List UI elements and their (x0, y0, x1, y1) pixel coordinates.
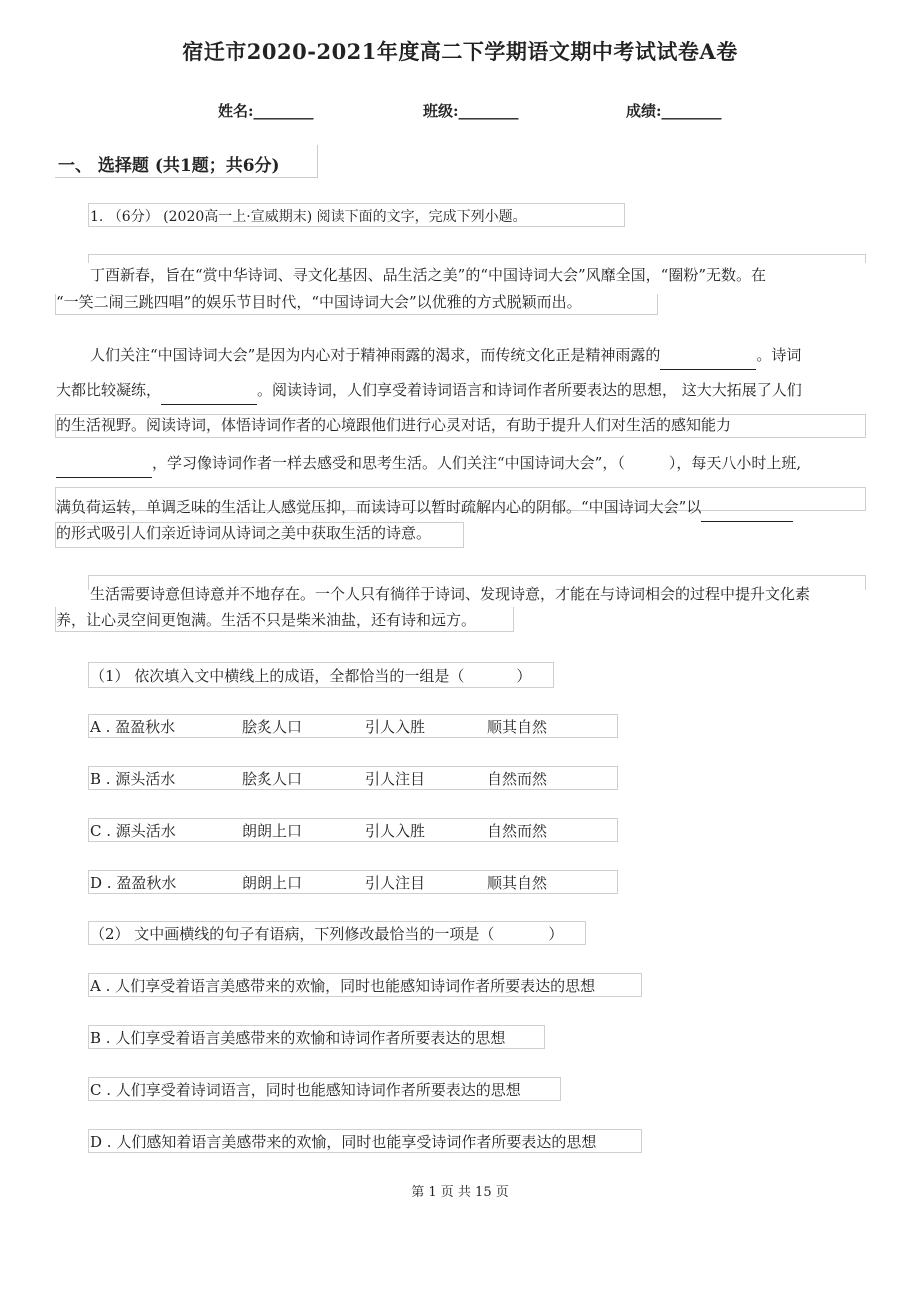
sub2-option-c[interactable]: C . 人们享受着诗词语言，同时也能感知诗词作者所要表达的思想 (90, 1081, 521, 1099)
option-label: C . 源头活水 (90, 822, 176, 840)
option-idiom-3: 引人入胜 (365, 718, 426, 736)
passage-p2-line1-text-b: 。诗词 (756, 346, 802, 364)
sub1-option-b[interactable] (90, 768, 610, 790)
sub2-option-b[interactable]: B . 人们享受着语言美感带来的欢愉和诗词作者所要表达的思想 (90, 1029, 506, 1047)
passage-p2-line4-text-b: ），每天八小时上班, (668, 454, 802, 472)
passage-p1-line1: 丁酉新春，旨在“赏中华诗词、寻文化基因、品生活之美”的“中国诗词大会”风靡全国，“圈粉”无数。在 (90, 266, 767, 284)
option-label: B . 源头活水 (90, 770, 176, 788)
sub1-option-a[interactable] (90, 716, 610, 738)
passage-p2-line6: 的形式吸引人们亲近诗词从诗词之美中获取生活的诗意。 (56, 524, 432, 542)
passage-p3-line2: 养，让心灵空间更饱满。生活不只是柴米油盐，还有诗和远方。 (56, 611, 477, 629)
passage-p3-line1: 生活需要诗意但诗意并不地存在。一个人只有徜徉于诗词、发现诗意，才能在与诗词相会的过程中提升文化素 (90, 585, 811, 603)
passage-p2-line2-text-a: 大都比较凝练， (56, 381, 162, 399)
fill-blank-1[interactable] (660, 342, 756, 370)
passage-p2-line5 (56, 494, 793, 522)
section-heading: 一、 选择题 (共1题；共6分) (58, 156, 280, 176)
passage-p1-line2: “一笑二闹三跳四唱”的娱乐节目时代，“中国诗词大会”以优雅的方式脱颖而出。 (56, 293, 582, 311)
passage-p2-line5-text: 满负荷运转，单调乏味的生活让人感觉压抑，而读诗可以暂时疏解内心的阴郁。“中国诗词大会”以 (56, 498, 702, 516)
option-idiom-2: 脍炙人口 (242, 770, 303, 788)
option-label: A . 盈盈秋水 (90, 718, 176, 736)
option-idiom-3: 引人入胜 (365, 822, 426, 840)
option-idiom-2: 朗朗上口 (242, 874, 303, 892)
sub1-option-c[interactable] (90, 820, 610, 842)
fill-blank-3[interactable] (56, 450, 152, 478)
passage-p2-line3: 的生活视野。阅读诗词，体悟诗词作者的心境跟他们进行心灵对话，有助于提升人们对生活的感知能力 (56, 416, 732, 434)
option-idiom-2: 朗朗上口 (242, 822, 303, 840)
class-field-label: 班级:________ (423, 102, 519, 120)
passage-p2-line4-text-a: ，学习像诗词作者一样去感受和思考生活。人们关注“中国诗词大会”，（ (152, 454, 625, 472)
sub-question-1-stem-close: ） (516, 667, 532, 685)
sub2-option-a[interactable]: A . 人们享受着语言美感带来的欢愉，同时也能感知诗词作者所要表达的思想 (90, 977, 596, 995)
name-field-label: 姓名:________ (218, 102, 314, 120)
question-stem: 1. （6分） (2020高一上·宣威期末) 阅读下面的文字，完成下列小题。 (90, 209, 527, 225)
option-idiom-4: 自然而然 (487, 770, 548, 788)
option-idiom-2: 脍炙人口 (242, 718, 303, 736)
option-label: D . 盈盈秋水 (90, 874, 177, 892)
sub-question-2-stem (90, 923, 563, 944)
sub-question-1-stem (90, 665, 531, 686)
score-field-label: 成绩:________ (626, 102, 722, 120)
option-idiom-3: 引人注目 (365, 770, 426, 788)
passage-p2-line2 (56, 377, 802, 405)
sub1-option-d[interactable] (90, 872, 610, 894)
sub-question-2-stem-close: ） (548, 925, 564, 943)
fill-blank-2[interactable] (161, 377, 257, 405)
option-idiom-4: 自然而然 (487, 822, 548, 840)
passage-p2-line1-text-a: 人们关注“中国诗词大会”是因为内心对于精神雨露的渴求，而传统文化正是精神雨露的 (90, 346, 661, 364)
option-idiom-4: 顺其自然 (487, 874, 548, 892)
sub2-option-d[interactable]: D . 人们感知着语言美感带来的欢愉，同时也能享受诗词作者所要表达的思想 (90, 1133, 597, 1151)
passage-p2-line2-text-b: 。阅读诗词，人们享受着诗词语言和诗词作者所要表达的思想， 这大大拓展了人们 (257, 381, 802, 399)
fill-blank-4[interactable] (701, 494, 793, 522)
page-title: 宿迁市2020-2021年度高二下学期语文期中考试试卷A卷 (182, 39, 738, 64)
sub-question-1-stem-text: （1） 依次填入文中横线上的成语，全都恰当的一组是（ (90, 667, 465, 685)
option-idiom-3: 引人注目 (365, 874, 426, 892)
passage-p2-line1 (90, 342, 801, 370)
sub-question-2-stem-text: （2） 文中画横线的句子有语病，下列修改最恰当的一项是（ (90, 925, 495, 943)
option-idiom-4: 顺其自然 (487, 718, 548, 736)
page-number: 第 1 页 共 15 页 (411, 1185, 509, 1200)
passage-p2-line4 (56, 450, 801, 478)
